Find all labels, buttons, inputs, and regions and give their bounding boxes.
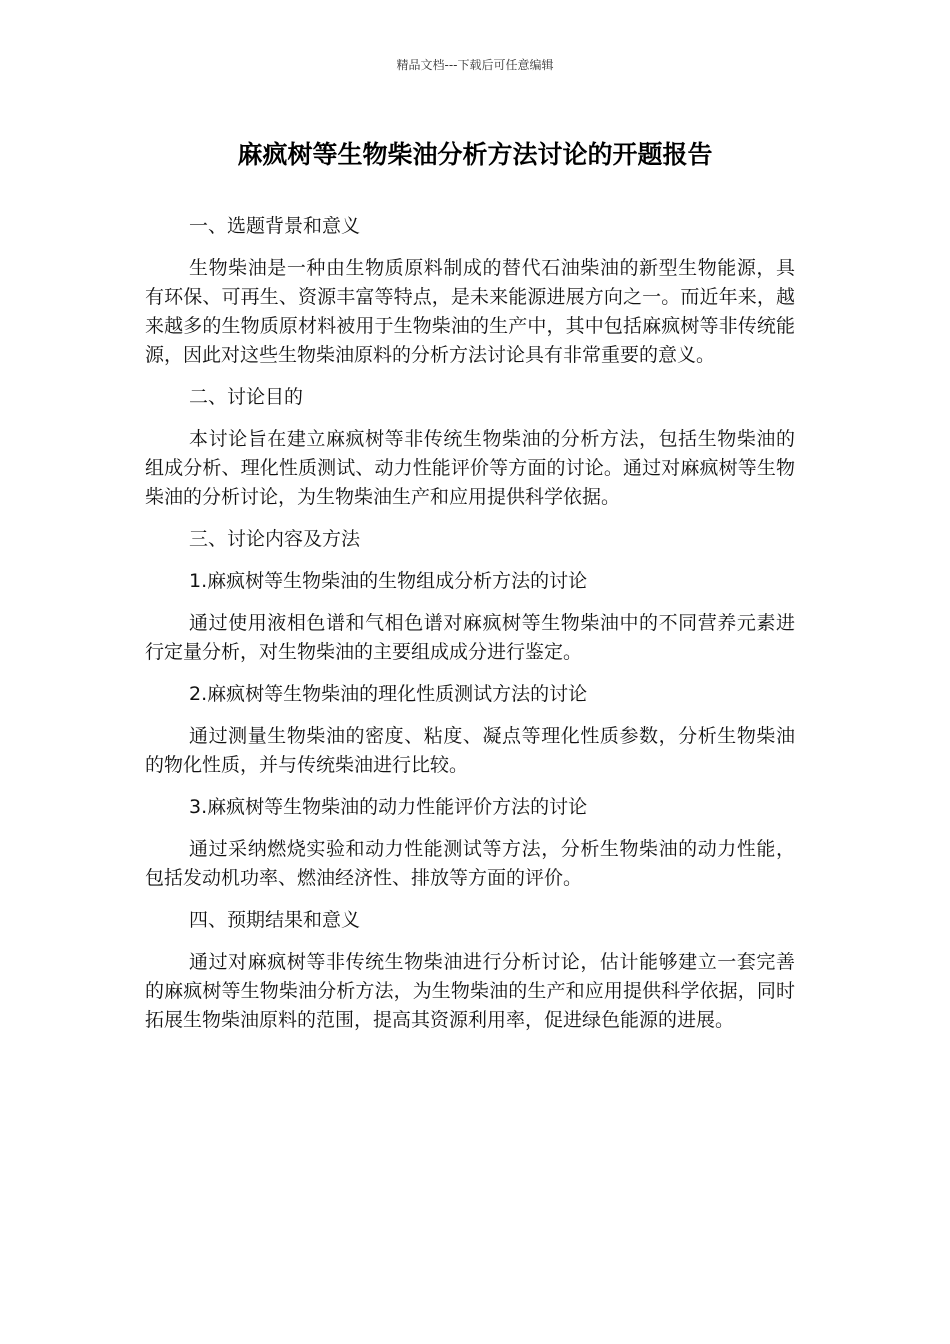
page-header: 精品文档---下载后可任意编辑 [396, 58, 554, 72]
paragraph-purpose: 本讨论旨在建立麻疯树等非传统生物柴油的分析方法，包括生物柴油的组成分析、理化性质测试、动力性能评价等方面的讨论。通过对麻疯树等生物柴油的分析讨论，为生物柴油生产和应用提供科学依据。 [145, 428, 795, 508]
section-heading-expected-results: 四、预期结果和意义 [189, 909, 361, 931]
section-heading-purpose: 二、讨论目的 [189, 386, 304, 408]
paragraph-physicochemical: 通过测量生物柴油的密度、粘度、凝点等理化性质参数，分析生物柴油的物化性质，并与传统柴油进行比较。 [145, 725, 795, 776]
paragraph-background: 生物柴油是一种由生物质原料制成的替代石油柴油的新型生物能源，具有环保、可再生、资源丰富等特点，是未来能源进展方向之一。而近年来，越来越多的生物质原材料被用于生物柴油的生产中，其中包括麻疯树等非传统能源，因此对这些生物柴油原料的分析方法讨论具有非常重要的意义。 [145, 257, 795, 366]
paragraph-performance: 通过采纳燃烧实验和动力性能测试等方法，分析生物柴油的动力性能，包括发动机功率、燃油经济性、排放等方面的评价。 [145, 838, 795, 889]
subsection-heading-composition: 1.麻疯树等生物柴油的生物组成分析方法的讨论 [189, 570, 588, 592]
section-heading-content-methods: 三、讨论内容及方法 [189, 528, 361, 550]
paragraph-expected-results: 通过对麻疯树等非传统生物柴油进行分析讨论，估计能够建立一套完善的麻疯树等生物柴油分析方法，为生物柴油的生产和应用提供科学依据，同时拓展生物柴油原料的范围，提高其资源利用率，促进绿色能源的进展。 [145, 951, 795, 1031]
section-heading-background: 一、选题背景和意义 [189, 215, 361, 237]
document-title: 麻疯树等生物柴油分析方法讨论的开题报告 [237, 140, 713, 169]
subsection-heading-physicochemical: 2.麻疯树等生物柴油的理化性质测试方法的讨论 [189, 683, 588, 705]
paragraph-composition: 通过使用液相色谱和气相色谱对麻疯树等生物柴油中的不同营养元素进行定量分析，对生物柴油的主要组成成分进行鉴定。 [145, 612, 795, 663]
document-body [145, 212, 795, 1048]
subsection-heading-performance: 3.麻疯树等生物柴油的动力性能评价方法的讨论 [189, 796, 588, 818]
